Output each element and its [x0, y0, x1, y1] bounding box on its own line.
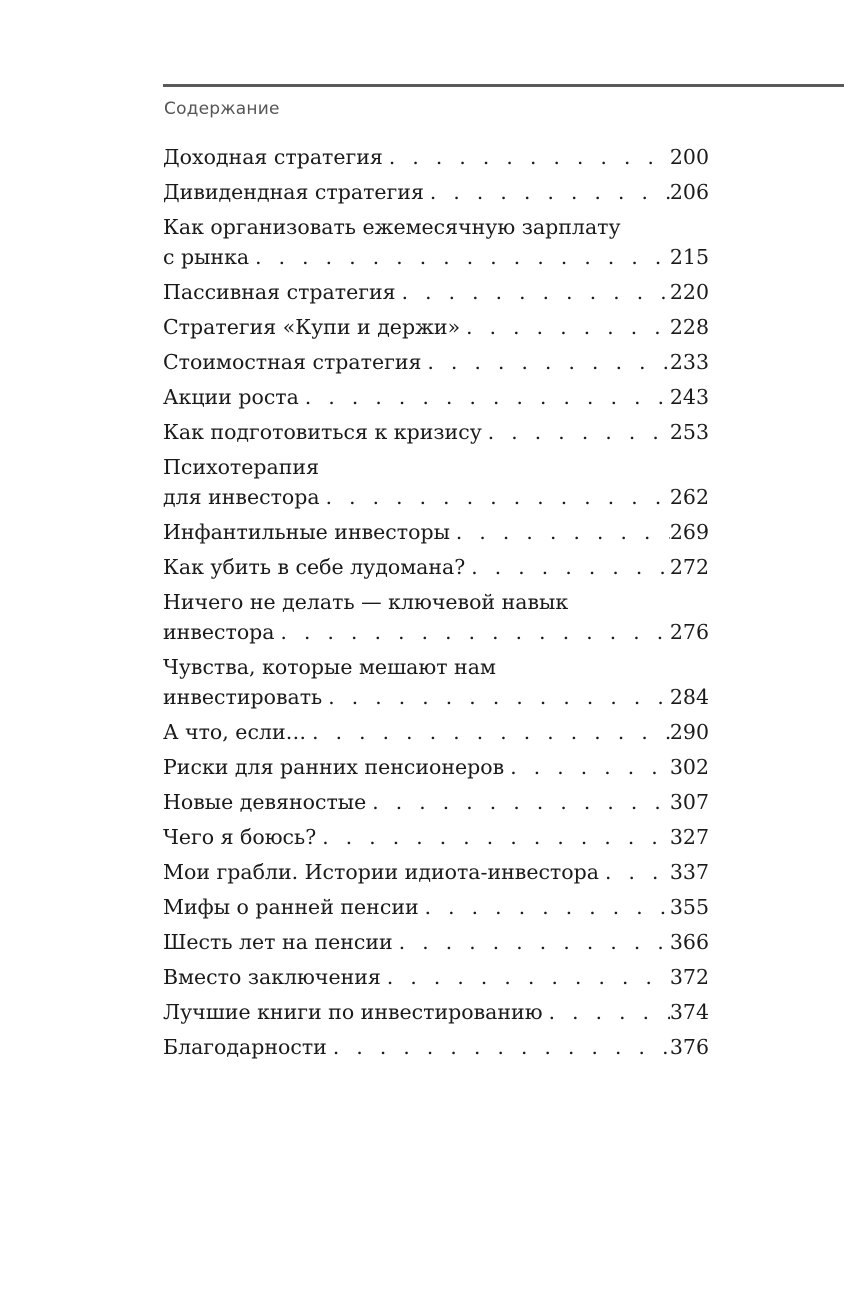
dot-leader	[450, 517, 670, 547]
toc-entry-page-number: 290	[669, 720, 709, 744]
toc-entry-page-number: 376	[669, 1035, 709, 1059]
toc-entry-title: Вместо заключения	[163, 965, 381, 989]
toc-entry-row	[163, 997, 709, 1027]
dot-leader	[599, 857, 670, 887]
dot-leader	[383, 142, 670, 172]
toc-entry-title-line1: Чувства, которые мешают нам	[163, 655, 496, 679]
dot-leader	[320, 482, 670, 512]
toc-entry-row	[163, 312, 709, 342]
toc-entry-row	[163, 417, 709, 447]
toc-entry-title: инвестора	[163, 620, 275, 644]
dot-leader	[366, 787, 670, 817]
toc-entry	[163, 312, 709, 342]
toc-entry	[163, 752, 709, 782]
toc-entry-title: Как убить в себе лудомана?	[163, 555, 466, 579]
toc-entry-page-number: 276	[669, 620, 709, 644]
toc-entry-row	[163, 617, 709, 647]
toc-entry	[163, 997, 709, 1027]
toc-entry-page-number: 243	[669, 385, 709, 409]
toc-entry-title: Стратегия «Купи и держи»	[163, 315, 461, 339]
toc-entry-page-number: 337	[669, 860, 709, 884]
toc-entry	[163, 652, 709, 712]
toc-entry-row	[163, 822, 709, 852]
toc-entry	[163, 552, 709, 582]
toc-entry-page-number: 220	[669, 280, 709, 304]
toc-entry-row	[163, 552, 709, 582]
toc-entry-page-number: 206	[669, 180, 709, 204]
toc-entry-row	[163, 277, 709, 307]
toc-entry-row	[163, 892, 709, 922]
toc-entry-row	[163, 177, 709, 207]
toc-entry-page-number: 284	[669, 685, 709, 709]
header-rule	[163, 84, 844, 87]
toc-entry	[163, 857, 709, 887]
dot-leader	[316, 822, 670, 852]
dot-leader	[424, 177, 670, 207]
toc-entry-row	[163, 752, 709, 782]
toc-entry-row	[163, 927, 709, 957]
toc-entry-title: с рынка	[163, 245, 250, 269]
toc-entry-page-number: 302	[669, 755, 709, 779]
toc-entry-page-number: 366	[669, 930, 709, 954]
toc-entry-title: Мои грабли. Истории идиота-инвестора	[163, 860, 599, 884]
toc-entry-row	[163, 347, 709, 377]
toc-entry-title: Чего я боюсь?	[163, 825, 317, 849]
dot-leader	[306, 717, 670, 747]
toc-entry-page-number: 233	[669, 350, 709, 374]
dot-leader	[396, 277, 670, 307]
toc-entry-row	[163, 857, 709, 887]
toc-entry-row	[163, 517, 709, 547]
toc-entry	[163, 892, 709, 922]
toc-entry	[163, 717, 709, 747]
toc-entry-title-line1: Психотерапия	[163, 455, 320, 479]
toc-entry	[163, 417, 709, 447]
toc-entry-title: инвестировать	[163, 685, 323, 709]
dot-leader	[249, 242, 670, 272]
toc-entry-title: А что, если…	[163, 720, 307, 744]
dot-leader	[381, 962, 670, 992]
toc-entry	[163, 142, 709, 172]
toc-entry	[163, 927, 709, 957]
dot-leader	[327, 1032, 670, 1062]
toc-entry	[163, 787, 709, 817]
toc-entry-page-number: 327	[669, 825, 709, 849]
toc-entry-title: Как подготовиться к кризису	[163, 420, 482, 444]
toc-entry-page-number: 215	[669, 245, 709, 269]
toc-entry-row	[163, 717, 709, 747]
toc-entry	[163, 382, 709, 412]
toc-entry-page-number: 228	[669, 315, 709, 339]
dot-leader	[504, 752, 670, 782]
toc-entry-title: Благодарности	[163, 1035, 327, 1059]
toc-entry-row	[163, 482, 709, 512]
toc-entry-row	[163, 242, 709, 272]
dot-leader	[421, 347, 669, 377]
running-title: Содержание	[164, 99, 280, 119]
toc-entry-page-number: 307	[669, 790, 709, 814]
toc-entry	[163, 962, 709, 992]
toc-entry-title: Новые девяностые	[163, 790, 367, 814]
toc-entry-title-line1: Как организовать ежемесячную зарплату	[163, 215, 621, 239]
dot-leader	[393, 927, 670, 957]
toc-entry-page-number: 272	[669, 555, 709, 579]
toc-entry	[163, 177, 709, 207]
toc-entry-title: Мифы о ранней пенсии	[163, 895, 419, 919]
dot-leader	[460, 312, 670, 342]
toc-entry	[163, 212, 709, 272]
toc-entry	[163, 517, 709, 547]
toc-entry-title: Инфантильные инвесторы	[163, 520, 450, 544]
toc-entry-page-number: 355	[669, 895, 709, 919]
toc-entry-title: Шесть лет на пенсии	[163, 930, 393, 954]
toc-entry-title: для инвестора	[163, 485, 320, 509]
toc-entry-title: Доходная стратегия	[163, 145, 383, 169]
dot-leader	[299, 382, 670, 412]
toc-entry	[163, 822, 709, 852]
dot-leader	[275, 617, 670, 647]
toc-entry-row	[163, 1032, 709, 1062]
toc-entry-title: Акции роста	[163, 385, 299, 409]
toc-entry-page-number: 374	[669, 1000, 709, 1024]
toc-entry-page-number: 253	[669, 420, 709, 444]
toc-entry	[163, 1032, 709, 1062]
toc-entry-title: Риски для ранних пенсионеров	[163, 755, 505, 779]
dot-leader	[419, 892, 670, 922]
toc-entry-title: Стоимостная стратегия	[163, 350, 422, 374]
toc-entry-page-number: 200	[669, 145, 709, 169]
toc-entry-title: Пассивная стратегия	[163, 280, 396, 304]
toc-entry-page-number: 262	[669, 485, 709, 509]
dot-leader	[543, 997, 670, 1027]
toc-entry-page-number: 269	[669, 520, 709, 544]
toc-entry-row	[163, 682, 709, 712]
toc-entry-title-line1: Ничего не делать — ключевой навык	[163, 590, 569, 614]
toc-entry-row	[163, 962, 709, 992]
table-of-contents	[163, 142, 709, 1067]
toc-entry-page-number: 372	[669, 965, 709, 989]
toc-entry-title: Дивидендная стратегия	[163, 180, 424, 204]
toc-entry	[163, 452, 709, 512]
toc-entry	[163, 277, 709, 307]
toc-entry	[163, 587, 709, 647]
dot-leader	[465, 552, 670, 582]
dot-leader	[482, 417, 670, 447]
toc-entry-row	[163, 142, 709, 172]
toc-entry-row	[163, 382, 709, 412]
toc-entry	[163, 347, 709, 377]
toc-entry-title: Лучшие книги по инвестированию	[163, 1000, 543, 1024]
toc-entry-row	[163, 787, 709, 817]
dot-leader	[322, 682, 670, 712]
